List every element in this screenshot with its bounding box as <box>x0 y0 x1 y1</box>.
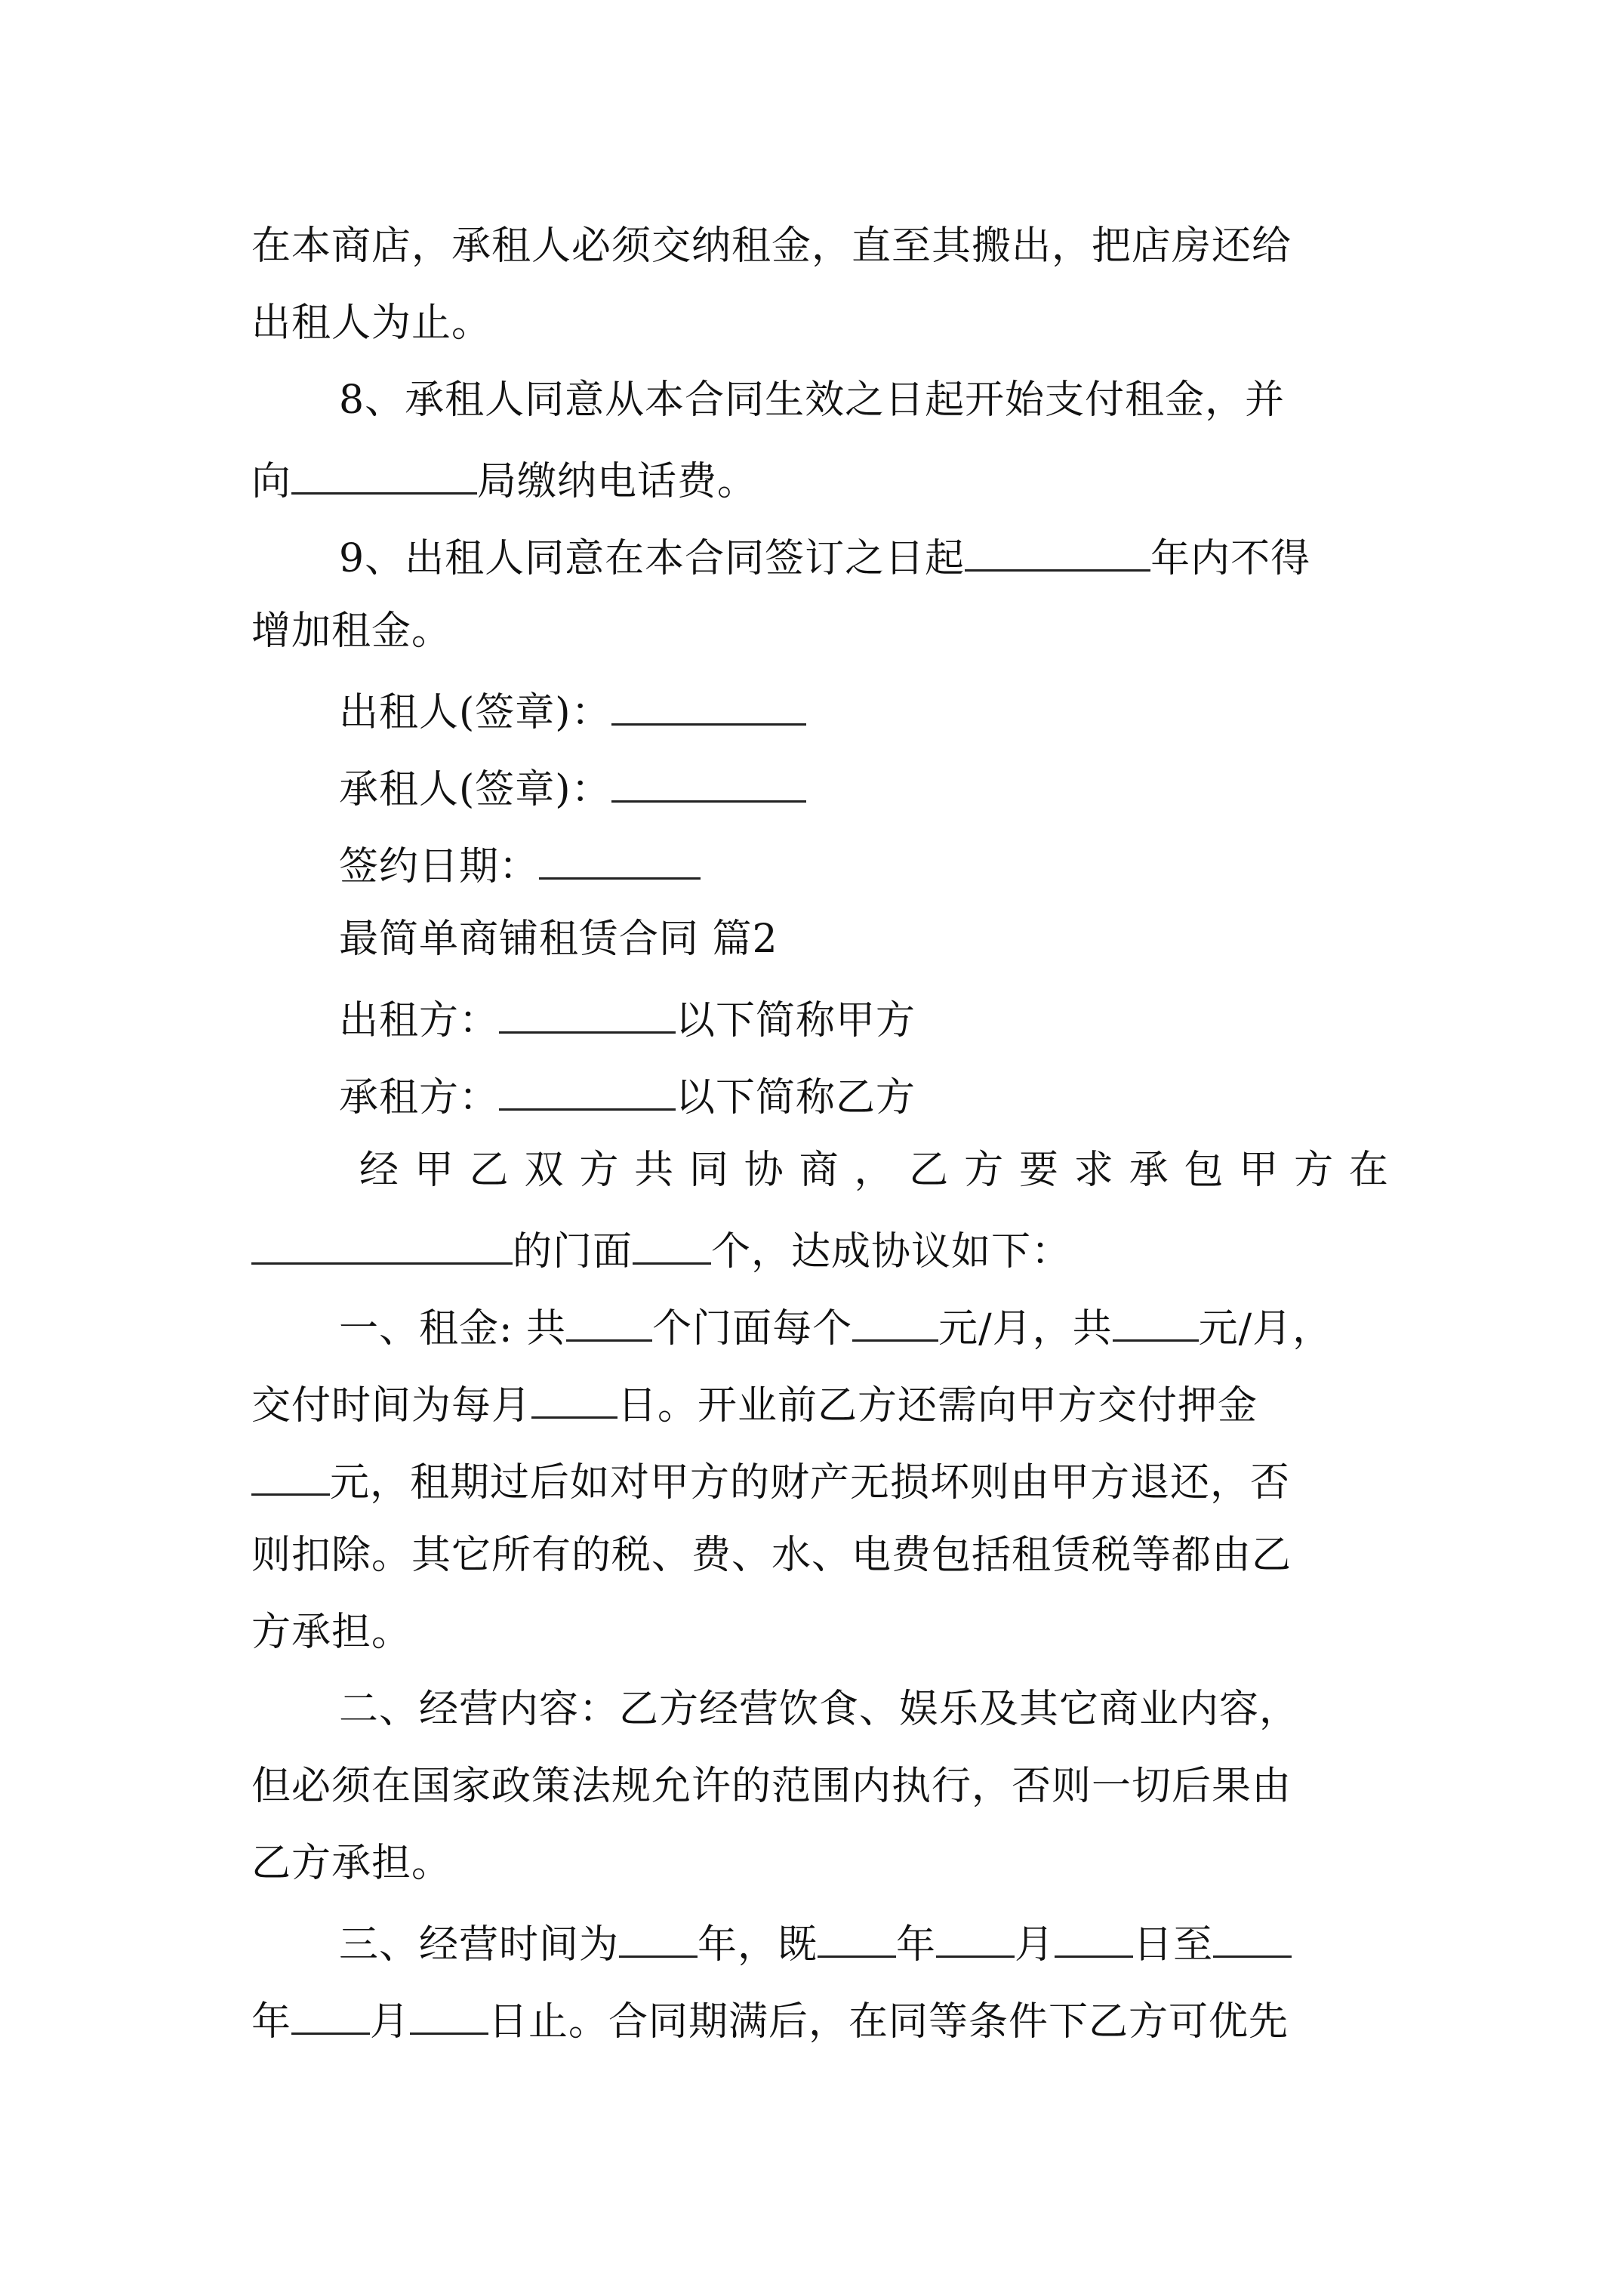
fill-in-blank[interactable] <box>619 1916 698 1958</box>
intro-char: 求 <box>1073 1148 1114 1193</box>
intro-char: 方 <box>1294 1148 1335 1193</box>
clause-8-line <box>339 376 1285 424</box>
rent-clause-line-5 <box>251 1608 411 1657</box>
rent-clause-line-2 <box>251 1377 1258 1428</box>
text: 的门面 <box>513 1229 633 1274</box>
text: 个，达成协议如下： <box>711 1229 1072 1274</box>
lessee-signature-line <box>339 761 806 812</box>
text: 出租人为止。 <box>251 300 492 346</box>
text: 方承担。 <box>251 1610 412 1655</box>
intro-char: 协 <box>744 1148 784 1193</box>
fill-in-blank[interactable] <box>566 1300 652 1342</box>
text: 以下简称甲方 <box>676 998 916 1043</box>
text: 出租人(签章)： <box>339 690 611 735</box>
text: 日至 <box>1133 1922 1214 1968</box>
text: 局缴纳电话费。 <box>477 459 758 504</box>
intro-line-2 <box>251 1223 1072 1274</box>
fill-in-blank[interactable] <box>291 453 477 495</box>
clause-9-line <box>339 530 1311 581</box>
text: 年，既 <box>698 1922 818 1968</box>
text: 8、承租人同意从本合同生效之日起开始支付租金，并 <box>339 378 1286 423</box>
intro-char: ， <box>854 1148 895 1193</box>
text: 个门面每个 <box>652 1306 853 1351</box>
intro-line <box>359 1146 1389 1194</box>
paragraph-line <box>251 299 491 347</box>
rent-clause-line-3 <box>251 1454 1291 1505</box>
fill-in-blank[interactable] <box>633 1223 711 1265</box>
rent-clause-line-4 <box>251 1531 1292 1579</box>
text: 日。开业前乙方还需向甲方交付押金 <box>617 1383 1258 1428</box>
intro-char: 商 <box>799 1148 839 1193</box>
fill-in-blank[interactable] <box>936 1916 1015 1958</box>
fill-in-blank[interactable] <box>251 1454 330 1496</box>
text: 则扣除。其它所有的税、费、水、电费包括租赁税等都由乙 <box>251 1533 1292 1578</box>
intro-char: 在 <box>1348 1148 1389 1193</box>
text: 月 <box>370 1999 411 2045</box>
text: 日止。合同期满后，在同等条件下乙方可优先 <box>488 1999 1289 2045</box>
intro-char: 甲 <box>1239 1148 1280 1193</box>
fill-in-blank[interactable] <box>410 1993 488 2035</box>
text: 增加租金。 <box>251 609 452 654</box>
text: 一、租金: 共 <box>339 1306 567 1351</box>
fill-in-blank[interactable] <box>1213 1916 1292 1958</box>
intro-char: 方 <box>964 1148 1005 1193</box>
rent-clause-line <box>339 1300 1333 1351</box>
text: 承租人(签章)： <box>339 767 611 812</box>
text: 年 <box>251 1999 292 2045</box>
business-clause-line-2 <box>251 1762 1292 1811</box>
fill-in-blank[interactable] <box>291 1993 370 2035</box>
text: 出租方： <box>339 998 500 1043</box>
text: 最简单商铺租赁合同 篇2 <box>339 917 778 962</box>
intro-char: 包 <box>1184 1148 1224 1193</box>
fill-in-blank[interactable] <box>251 1223 513 1265</box>
clause-9-line-2 <box>251 607 451 655</box>
intro-char: 双 <box>524 1148 565 1193</box>
intro-char: 经 <box>359 1148 400 1193</box>
text: 9、出租人同意在本合同签订之日起 <box>339 536 965 581</box>
fill-in-blank[interactable] <box>499 992 676 1034</box>
fill-in-blank[interactable] <box>965 530 1150 572</box>
date-blank[interactable] <box>539 838 701 880</box>
text: 二、经营内容：乙方经营饮食、娱乐及其它商业内容， <box>339 1687 1300 1732</box>
sign-date-line <box>339 838 701 889</box>
text: 元，租期过后如对甲方的财产无损坏则由甲方退还，否 <box>330 1460 1291 1505</box>
party-b-line <box>339 1069 916 1120</box>
intro-char: 乙 <box>469 1148 510 1193</box>
text: 以下简称乙方 <box>676 1075 916 1120</box>
intro-char: 方 <box>579 1148 620 1193</box>
text: 交付时间为每月 <box>251 1383 532 1428</box>
text: 但必须在国家政策法规允许的范围内执行，否则一切后果由 <box>251 1764 1292 1809</box>
lessor-signature-line <box>339 684 806 735</box>
text: 三、经营时间为 <box>339 1922 620 1968</box>
section-title <box>339 915 778 963</box>
business-clause-line <box>339 1685 1299 1734</box>
signature-blank[interactable] <box>611 761 806 803</box>
signature-blank[interactable] <box>611 684 806 726</box>
paragraph-line <box>251 222 1292 270</box>
fill-in-blank[interactable] <box>818 1916 896 1958</box>
fill-in-blank[interactable] <box>531 1377 617 1419</box>
intro-char: 同 <box>688 1148 729 1193</box>
party-a-line <box>339 992 916 1043</box>
text: 年内不得 <box>1150 536 1311 581</box>
text: 在本商店，承租人必须交纳租金，直至其搬出，把店房还给 <box>251 223 1292 269</box>
intro-char: 要 <box>1018 1148 1059 1193</box>
fill-in-blank[interactable] <box>499 1069 676 1111</box>
term-clause-line <box>339 1916 1292 1968</box>
intro-char: 承 <box>1129 1148 1169 1193</box>
fill-in-blank[interactable] <box>1055 1916 1133 1958</box>
intro-char: 共 <box>634 1148 675 1193</box>
term-clause-line-2 <box>251 1993 1289 2045</box>
intro-char: 乙 <box>909 1148 950 1193</box>
clause-8-line-2 <box>251 453 758 504</box>
text: 元/月，共 <box>938 1306 1113 1351</box>
fill-in-blank[interactable] <box>1113 1300 1199 1342</box>
text: 元/月， <box>1198 1306 1333 1351</box>
text: 签约日期： <box>339 844 540 889</box>
text: 承租方： <box>339 1075 500 1120</box>
business-clause-line-3 <box>251 1839 451 1888</box>
text: 向 <box>251 459 292 504</box>
text: 乙方承担。 <box>251 1841 452 1886</box>
text: 年 <box>896 1922 937 1968</box>
intro-char: 甲 <box>414 1148 454 1193</box>
text: 月 <box>1015 1922 1055 1968</box>
fill-in-blank[interactable] <box>852 1300 938 1342</box>
